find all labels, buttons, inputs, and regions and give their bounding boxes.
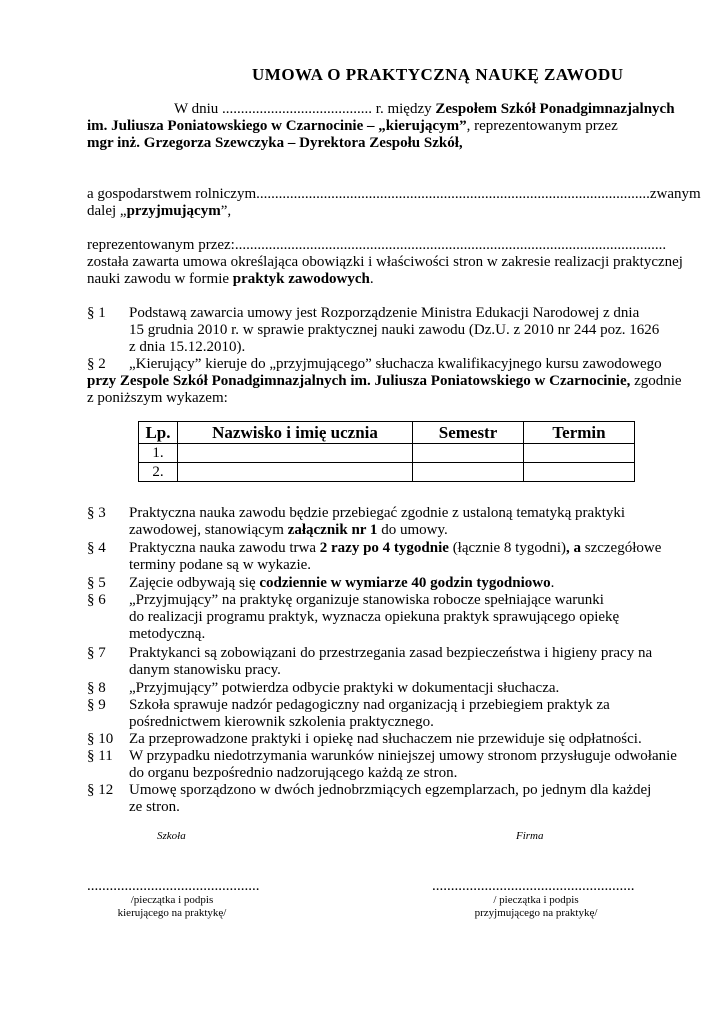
section-text: Praktyczna nauka zawodu trwa [129,540,320,556]
section-number: § 7 [87,645,106,661]
section-text: Zajęcie odbywają się [129,575,260,591]
caption-line: /pieczątka i podpis [130,894,214,906]
section-text: zgodnie [630,373,682,389]
section-number: § 2 [87,356,106,372]
rep-line-1: reprezentowanym przez:................................................................................................................... [87,237,667,253]
section-text: „Przyjmujący” na praktykę organizuje stanowiska robocze spełniające warunki [129,592,604,608]
section-number: § 3 [87,505,106,521]
intro-represented-text: , reprezentowanym przez [466,118,618,134]
practice-type: praktyk zawodowych [232,271,370,287]
farm-line-1: a gospodarstwem rolniczym.........................................................................................................zwanym [87,186,701,202]
cell-semester[interactable] [413,444,524,463]
section-number: § 10 [87,731,114,747]
section-number: § 12 [87,782,114,798]
intro-date-text: W dniu ........................................ r. między [174,101,436,117]
rep-prefix: nauki zawodu w formie [87,271,233,287]
section-text: do realizacji programu praktyk, wyznacza opiekuna praktyk sprawującego opiekę [129,609,620,625]
section-2 [87,356,682,407]
section-text: Umowę sporządzono w dwóch jednobrzmiących egzemplarzach, po jednym dla każdej [129,782,652,798]
duration: 2 razy po 4 tygodnie [319,540,449,556]
section-number: § 11 [87,748,113,764]
section-12 [87,782,651,816]
section-7 [87,645,652,679]
column-header-term: Termin [524,422,635,444]
school-signature-line: .............................................. [87,878,260,894]
section-text: metodyczną. [129,626,206,642]
section-number: § 1 [87,305,106,321]
section-text: terminy podane są w wykazie. [129,557,312,573]
section-number: § 6 [87,592,106,608]
weekly-hours: codziennie w wymiarze 40 godzin tygodniowo [259,575,551,591]
section-11 [87,748,677,782]
company-signature-line: ...................................................... [432,878,635,894]
cell-term[interactable] [524,463,635,482]
section-text: (łącznie 8 tygodni) [448,540,566,556]
section-text: szczegółowe [580,540,662,556]
farm-prefix: dalej „ [87,203,127,219]
rep-suffix: . [369,271,374,287]
cell-semester[interactable] [413,463,524,482]
farm-line-2 [87,203,231,220]
section-text: Praktyczna nauka zawodu będzie przebiegać zgodnie z ustaloną tematyką praktyki [129,505,626,521]
school-name: Zespołem Szkół Ponadgimnazjalnych [435,101,675,117]
section-8 [87,680,559,697]
section-9 [87,697,610,731]
section-number: § 4 [87,540,106,556]
section-number: § 5 [87,575,106,591]
section-text: . [550,575,555,591]
director-name: mgr inż. Grzegorza Szewczyka – Dyrektora Zespołu Szkół, [87,135,463,151]
section-text: zawodowej, stanowiącym [129,522,288,538]
company-label: Firma [516,830,544,842]
section-text-bold: przy Zespole Szkół Ponadgimnazjalnych im. Juliusza Poniatowskiego w Czarnocinie, [87,373,631,389]
section-number: § 9 [87,697,106,713]
school-label: Szkoła [157,830,186,842]
company-signature-caption [461,894,611,920]
school-signature-caption [97,894,247,920]
section-6 [87,592,619,643]
pupils-table [138,421,635,482]
caption-line: / pieczątka i podpis [493,894,579,906]
section-text: z poniższym wykazem: [87,390,228,406]
receiving-party: przyjmującym [126,203,221,219]
section-text: Podstawą zawarcia umowy jest Rozporządzenie Ministra Edukacji Narodowej z dnia [129,305,640,321]
document-title: UMOWA O PRAKTYCZNĄ NAUKĘ ZAWODU [252,65,624,84]
section-4 [87,540,661,574]
column-header-lp: Lp. [139,422,178,444]
caption-line: przyjmującego na praktykę/ [474,907,598,919]
section-text: do umowy. [377,522,448,538]
section-1 [87,305,659,356]
cell-term[interactable] [524,444,635,463]
rep-line-3 [87,271,374,288]
section-text: 15 grudnia 2010 r. w sprawie praktycznej nauki zawodu (Dz.U. z 2010 nr 244 poz. 1626 [129,322,660,338]
section-text: danym stanowisku pracy. [129,662,281,678]
column-header-semester: Semestr [413,422,524,444]
section-10 [87,731,642,748]
section-text: Za przeprowadzone praktyki i opiekę nad słuchaczem nie przewiduje się odpłatności. [129,731,642,747]
attachment-ref: załącznik nr 1 [287,522,378,538]
section-text: „Kierujący” kieruje do „przyjmującego” słuchacza kwalifikacyjnego kursu zawodowego [129,356,662,372]
section-text: W przypadku niedotrzymania warunków niniejszej umowy stronom przysługuje odwołanie [129,748,677,764]
cell-name[interactable] [178,463,413,482]
rep-line-2: została zawarta umowa określająca obowiązki i właściwości stron w zakresie realizacji praktycznej [87,254,683,270]
section-text: Szkoła sprawuje nadzór pedagogiczny nad organizacją i przebiegiem praktyk za [129,697,610,713]
farm-suffix: ”, [220,203,232,219]
table-row [139,463,635,482]
school-patron: im. Juliusza Poniatowskiego w Czarnocinie – „kierującym” [87,118,467,134]
section-3 [87,505,625,539]
intro-line-2 [87,118,618,135]
section-text: „Przyjmujący” potwierdza odbycie praktyki w dokumentacji słuchacza. [129,680,560,696]
cell-lp: 1. [139,444,178,463]
section-5 [87,575,554,592]
intro-line-1 [174,101,675,118]
section-text: z dnia 15.12.2010). [129,339,246,355]
column-header-name: Nazwisko i imię ucznia [178,422,413,444]
caption-line: kierującego na praktykę/ [117,907,227,919]
cell-name[interactable] [178,444,413,463]
section-text: ze stron. [129,799,180,815]
section-text: pośrednictwem kierownik szkolenia praktycznego. [129,714,434,730]
intro-line-3 [87,135,463,152]
section-text: do organu bezpośrednio nadzorującego każdą ze stron. [129,765,458,781]
table-header-row [139,422,635,444]
section-text-bold: , a [565,540,581,556]
section-text: Praktykanci są zobowiązani do przestrzegania zasad bezpieczeństwa i higieny pracy na [129,645,653,661]
section-number: § 8 [87,680,106,696]
cell-lp: 2. [139,463,178,482]
table-row [139,444,635,463]
